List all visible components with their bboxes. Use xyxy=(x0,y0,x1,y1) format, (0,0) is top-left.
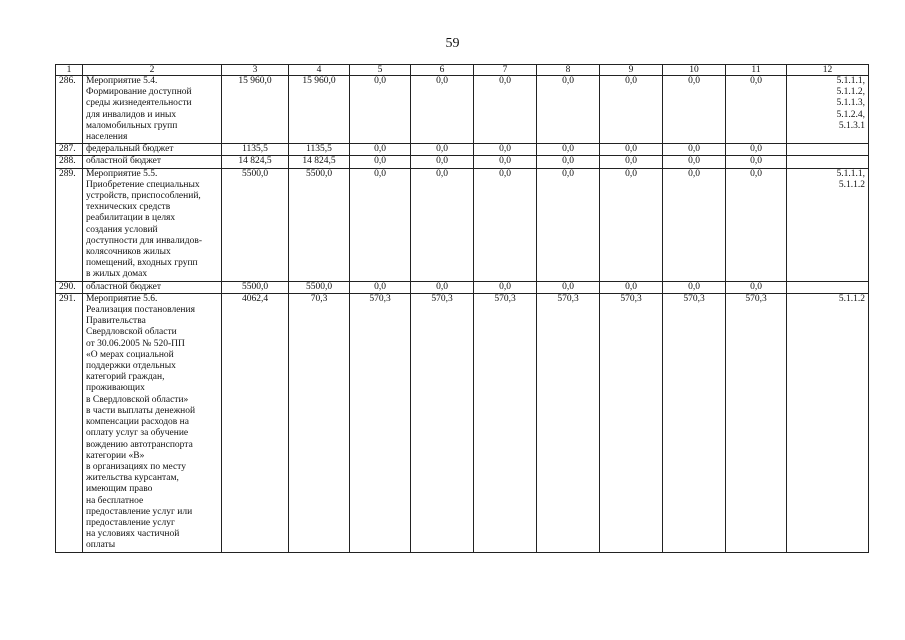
item-name-cell xyxy=(83,168,222,281)
value-cell: 0,0 xyxy=(726,281,787,293)
item-name-line: устройств, приспособлений, xyxy=(86,191,201,202)
value-cell: 0,0 xyxy=(411,281,474,293)
item-name-line: колясочников жилых xyxy=(86,247,171,258)
target-reference: 5.1.1.2, xyxy=(836,87,865,98)
column-number: 12 xyxy=(787,65,869,76)
value-cell: 570,3 xyxy=(537,293,600,552)
target-reference: 5.1.1.2 xyxy=(838,293,865,304)
value-cell: 0,0 xyxy=(537,144,600,156)
column-number: 5 xyxy=(350,65,411,76)
item-name-cell xyxy=(83,76,222,144)
value-cell: 4062,4 xyxy=(222,293,289,552)
value-cell: 1135,5 xyxy=(222,144,289,156)
table-row xyxy=(56,76,869,144)
item-name-cell xyxy=(83,293,222,552)
item-name-line: поддержки отдельных xyxy=(86,361,176,372)
item-name-line: доступности для инвалидов- xyxy=(86,235,202,246)
page-number: 59 xyxy=(445,36,460,51)
target-reference: 5.1.1.2 xyxy=(838,179,865,190)
table-body xyxy=(56,65,869,553)
column-number: 3 xyxy=(222,65,289,76)
value-cell: 0,0 xyxy=(726,144,787,156)
value-cell: 0,0 xyxy=(537,156,600,168)
value-cell: 0,0 xyxy=(350,168,411,281)
value-cell: 5500,0 xyxy=(289,281,350,293)
item-name-line: помещений, входных групп xyxy=(86,258,198,269)
value-cell: 14 824,5 xyxy=(289,156,350,168)
item-name-line: в Свердловской области» xyxy=(86,394,189,405)
item-name-line: Правительства xyxy=(86,316,146,327)
budget-table xyxy=(55,64,869,553)
column-number: 6 xyxy=(411,65,474,76)
table-row xyxy=(56,144,869,156)
value-cell: 570,3 xyxy=(350,293,411,552)
value-cell: 0,0 xyxy=(411,144,474,156)
item-name-line: Формирование доступной xyxy=(86,87,192,98)
row-number-cell: 289. xyxy=(56,168,83,281)
item-name-line: «О мерах социальной xyxy=(86,349,174,360)
value-cell: 0,0 xyxy=(474,281,537,293)
item-name-line: создания условий xyxy=(86,224,158,235)
value-cell: 570,3 xyxy=(411,293,474,552)
value-cell: 0,0 xyxy=(663,76,726,144)
target-reference-cell xyxy=(787,281,869,293)
item-name-line: областной бюджет xyxy=(86,156,162,167)
item-name-line: имеющим право xyxy=(86,484,153,495)
item-name-line: на условиях частичной xyxy=(86,529,180,540)
value-cell: 0,0 xyxy=(600,144,663,156)
value-cell: 0,0 xyxy=(474,156,537,168)
value-cell: 15 960,0 xyxy=(289,76,350,144)
value-cell: 0,0 xyxy=(726,76,787,144)
value-cell: 15 960,0 xyxy=(222,76,289,144)
value-cell: 0,0 xyxy=(474,144,537,156)
item-name-line: Свердловской области xyxy=(86,327,177,338)
value-cell: 0,0 xyxy=(350,144,411,156)
value-cell: 5500,0 xyxy=(222,168,289,281)
item-name-cell xyxy=(83,156,222,168)
table-row xyxy=(56,168,869,281)
item-name-line: в организациях по месту xyxy=(86,461,186,472)
value-cell: 570,3 xyxy=(474,293,537,552)
item-name-line: от 30.06.2005 № 520-ПП xyxy=(86,338,185,349)
value-cell: 570,3 xyxy=(726,293,787,552)
column-number: 7 xyxy=(474,65,537,76)
column-number: 9 xyxy=(600,65,663,76)
item-name-line: жительства курсантам, xyxy=(86,473,179,484)
value-cell: 14 824,5 xyxy=(222,156,289,168)
item-name-line: Мероприятие 5.4. xyxy=(86,76,158,86)
value-cell: 1135,5 xyxy=(289,144,350,156)
value-cell: 5500,0 xyxy=(222,281,289,293)
target-reference: 5.1.2.4, xyxy=(836,109,865,120)
item-name-cell xyxy=(83,281,222,293)
value-cell: 0,0 xyxy=(537,168,600,281)
target-reference: 5.1.3.1 xyxy=(838,120,865,131)
value-cell: 0,0 xyxy=(537,76,600,144)
target-reference: 5.1.1.3, xyxy=(836,98,865,109)
value-cell: 70,3 xyxy=(289,293,350,552)
target-reference-cell xyxy=(787,168,869,281)
item-name-line: Мероприятие 5.6. xyxy=(86,293,158,304)
value-cell: 0,0 xyxy=(350,76,411,144)
column-number-row xyxy=(56,65,869,76)
value-cell: 0,0 xyxy=(663,168,726,281)
table-row xyxy=(56,281,869,293)
target-reference-cell xyxy=(787,144,869,156)
item-name-cell xyxy=(83,144,222,156)
table-row xyxy=(56,156,869,168)
item-name-line: для инвалидов и иных xyxy=(86,109,177,120)
value-cell: 0,0 xyxy=(411,168,474,281)
column-number: 1 xyxy=(56,65,83,76)
item-name-line: проживающих xyxy=(86,383,145,394)
value-cell: 0,0 xyxy=(474,76,537,144)
value-cell: 0,0 xyxy=(537,281,600,293)
item-name-line: оплаты xyxy=(86,540,116,551)
item-name-line: на бесплатное xyxy=(86,495,144,506)
item-name-line: компенсации расходов на xyxy=(86,417,189,428)
item-name-line: вождению автотранспорта xyxy=(86,439,193,450)
value-cell: 0,0 xyxy=(663,281,726,293)
item-name-line: населения xyxy=(86,132,128,143)
item-name-line: реабилитации в целях xyxy=(86,213,176,224)
column-number: 4 xyxy=(289,65,350,76)
value-cell: 570,3 xyxy=(600,293,663,552)
value-cell: 0,0 xyxy=(600,76,663,144)
item-name-line: Реализация постановления xyxy=(86,305,195,316)
value-cell: 0,0 xyxy=(726,168,787,281)
row-number-cell: 291. xyxy=(56,293,83,552)
item-name-line: в жилых домах xyxy=(86,269,148,280)
row-number-cell: 288. xyxy=(56,156,83,168)
item-name-line: маломобильных групп xyxy=(86,120,178,131)
row-number-cell: 287. xyxy=(56,144,83,156)
item-name-line: оплату услуг за обучение xyxy=(86,428,189,439)
value-cell: 570,3 xyxy=(663,293,726,552)
column-number: 11 xyxy=(726,65,787,76)
item-name-line: категорий граждан, xyxy=(86,372,165,383)
item-name-line: федеральный бюджет xyxy=(86,144,174,155)
row-number-cell: 286. xyxy=(56,76,83,144)
value-cell: 0,0 xyxy=(726,156,787,168)
item-name-line: Мероприятие 5.5. xyxy=(86,168,158,179)
table-row xyxy=(56,293,869,552)
item-name-line: технических средств xyxy=(86,202,171,213)
value-cell: 0,0 xyxy=(350,281,411,293)
value-cell: 0,0 xyxy=(600,281,663,293)
value-cell: 0,0 xyxy=(474,168,537,281)
value-cell: 5500,0 xyxy=(289,168,350,281)
column-number: 2 xyxy=(83,65,222,76)
column-number: 8 xyxy=(537,65,600,76)
item-name-line: в части выплаты денежной xyxy=(86,405,196,416)
value-cell: 0,0 xyxy=(663,144,726,156)
target-reference-cell xyxy=(787,76,869,144)
target-reference: 5.1.1.1, xyxy=(836,76,865,86)
item-name-line: категории «В» xyxy=(86,450,145,461)
item-name-line: Приобретение специальных xyxy=(86,179,200,190)
value-cell: 0,0 xyxy=(600,168,663,281)
value-cell: 0,0 xyxy=(350,156,411,168)
value-cell: 0,0 xyxy=(600,156,663,168)
row-number-cell: 290. xyxy=(56,281,83,293)
column-number: 10 xyxy=(663,65,726,76)
item-name-line: среды жизнедеятельности xyxy=(86,98,192,109)
target-reference-cell xyxy=(787,293,869,552)
item-name-line: областной бюджет xyxy=(86,281,162,292)
target-reference-cell xyxy=(787,156,869,168)
item-name-line: предоставление услуг xyxy=(86,517,175,528)
value-cell: 0,0 xyxy=(411,76,474,144)
item-name-line: предоставление услуг или xyxy=(86,506,193,517)
value-cell: 0,0 xyxy=(663,156,726,168)
value-cell: 0,0 xyxy=(411,156,474,168)
target-reference: 5.1.1.1, xyxy=(836,168,865,179)
